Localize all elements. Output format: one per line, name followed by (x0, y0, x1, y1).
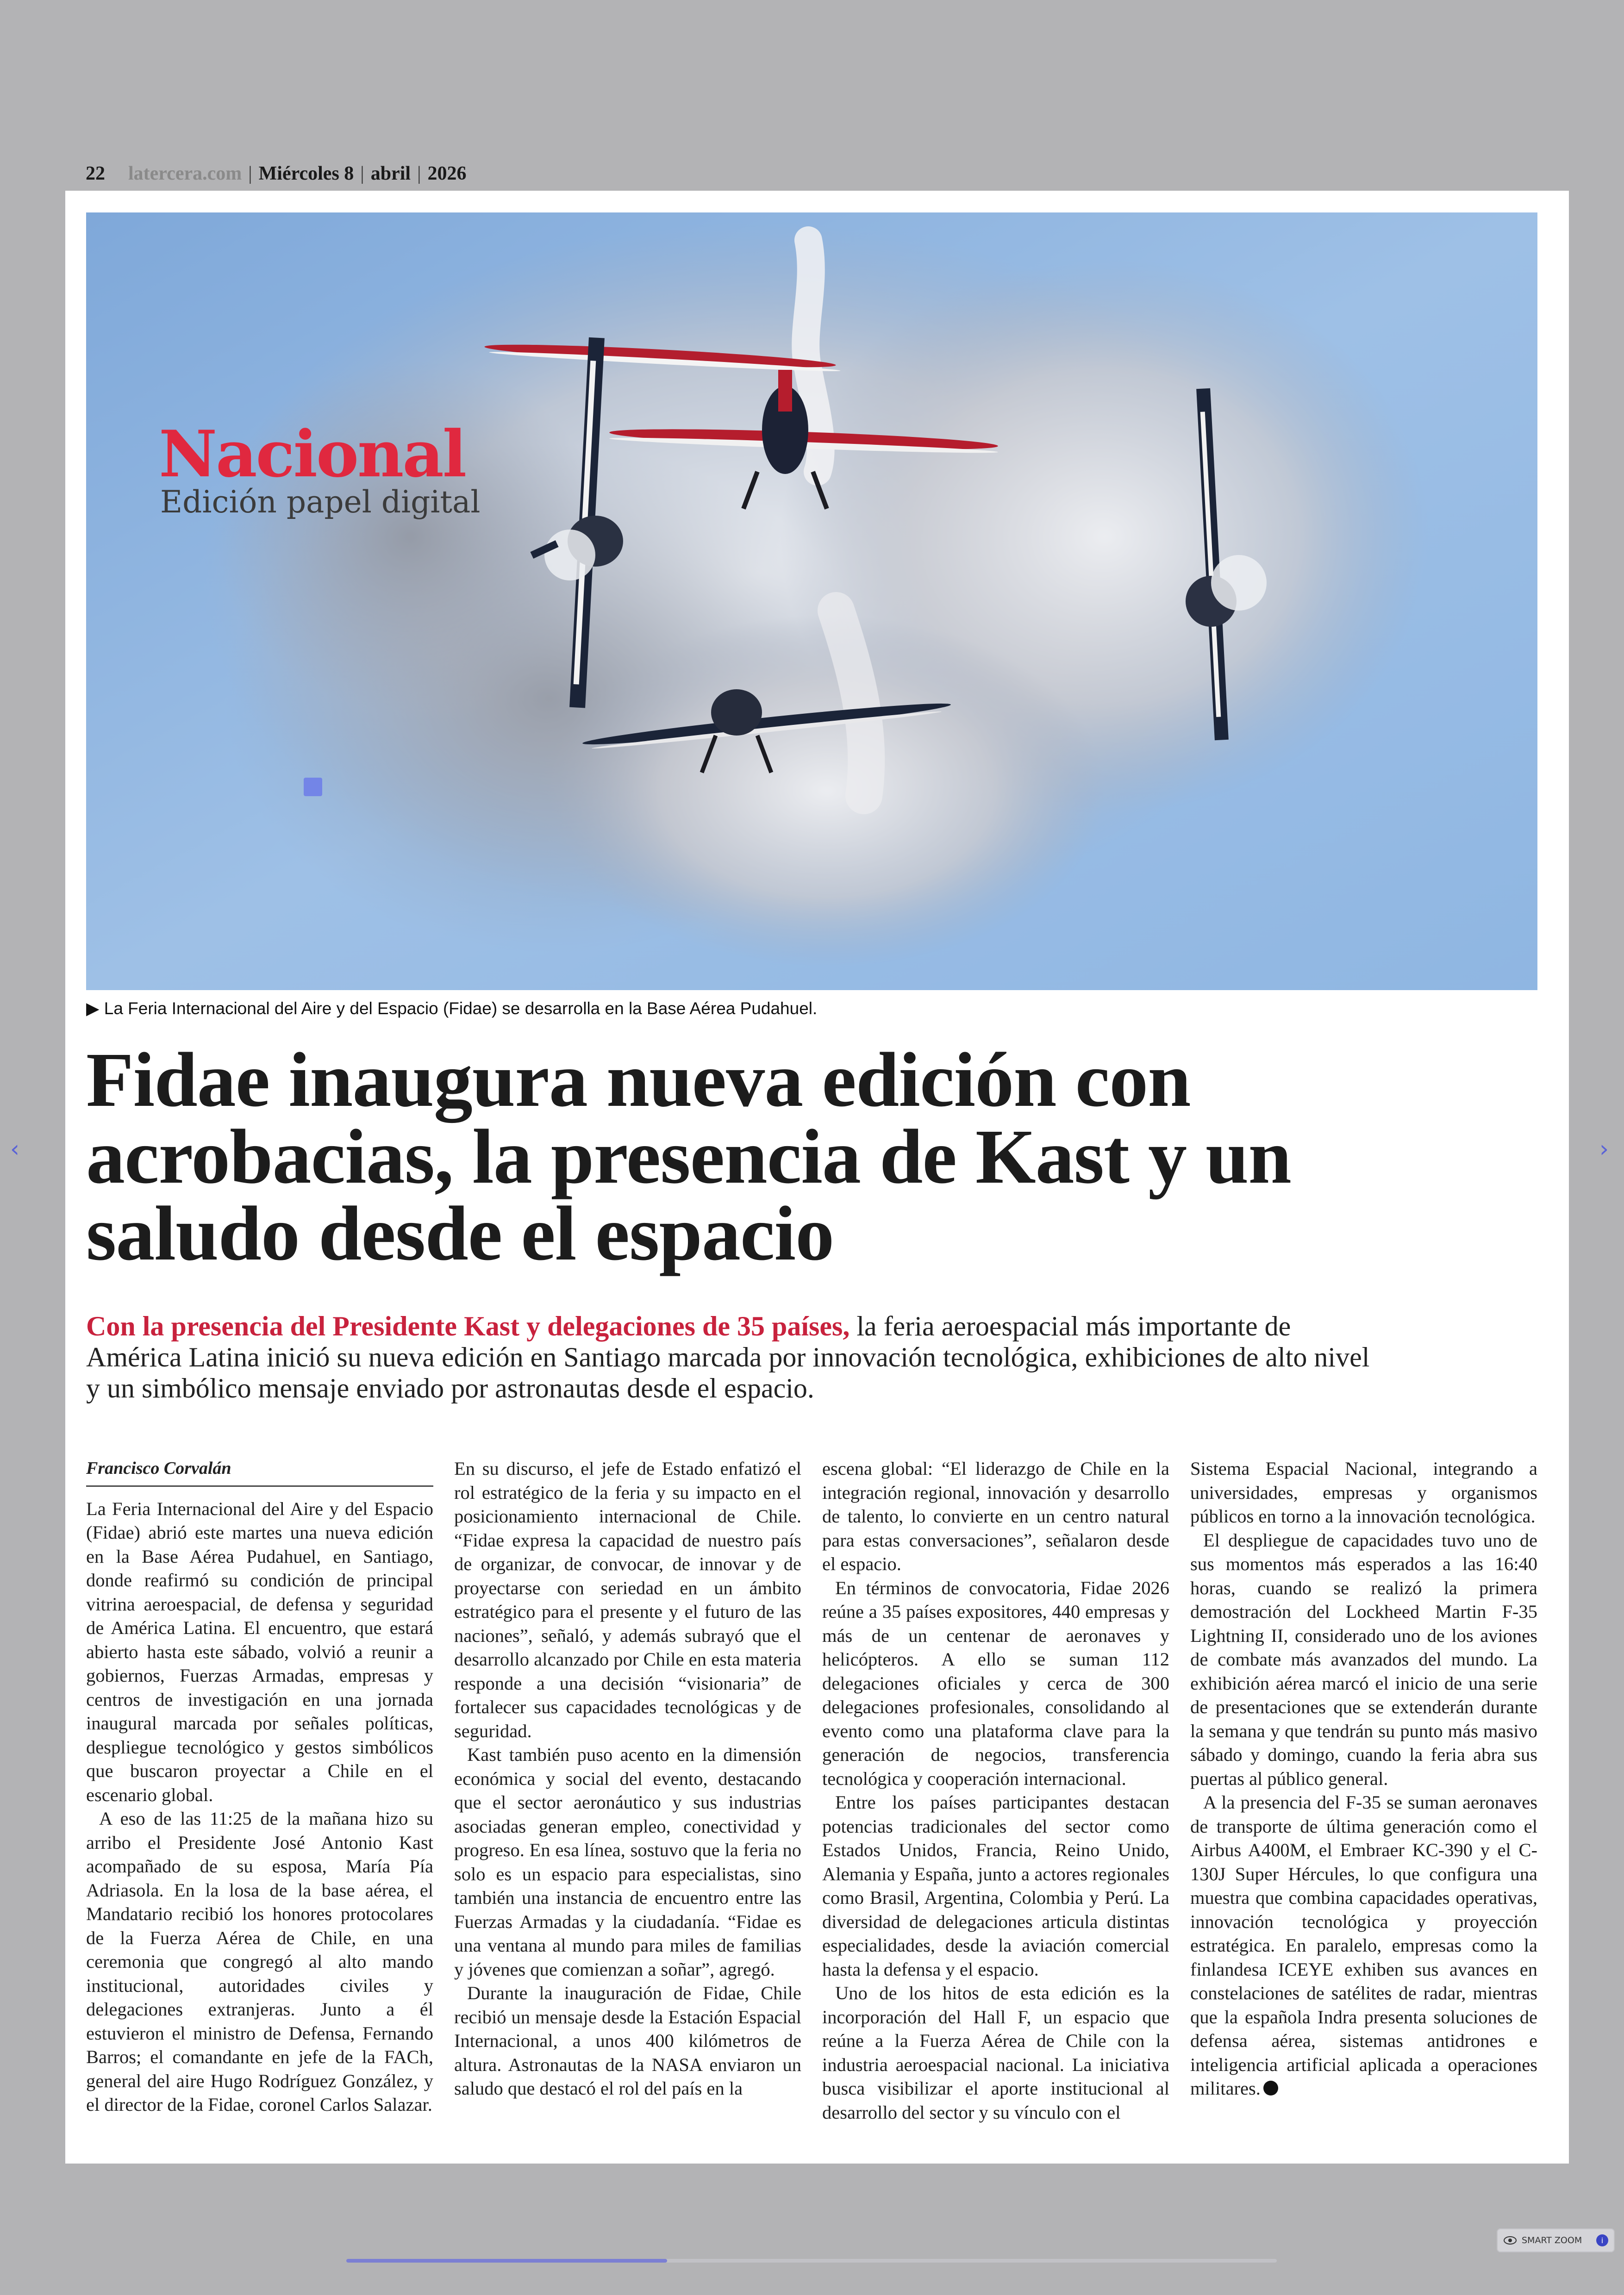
page-folio (86, 160, 466, 187)
end-mark-icon (1263, 2081, 1278, 2095)
eye-icon (1503, 2236, 1517, 2245)
body-column-3 (822, 1457, 1169, 2124)
date-year: 2026 (427, 163, 467, 184)
photo-caption (86, 998, 1537, 1018)
paragraph: En su discurso, el jefe de Estado enfatizó el rol estratégico de la feria y su impacto en el posicionamiento internacional de Chile. “Fidae expresa la capacidad de nuestro país de organizar, de convocar, de innovar y de proyectarse con seriedad en un ámbito estratégico para el presente y el futuro de las naciones”, señaló, y además subrayó que el desarrollo alcanzado por Chile en esta materia responde a una decisión “visionaria” de fortalecer sus capacidades tecnológicas y de seguridad. (454, 1458, 801, 1741)
paragraph: En términos de convocatoria, Fidae 2026 reúne a 35 países expositores, 440 empresas y más de un centenar de aeronaves y helicópteros. A ello se suman 112 delegaciones oficiales y cerca de 300 delegaciones profesionales, consolidando al evento como una plataforma clave para la generación de negocios, transferencia tecnológica y cooperación internacional. (822, 1577, 1169, 1789)
info-icon[interactable]: i (1596, 2234, 1608, 2246)
smart-zoom-label: SMART ZOOM (1522, 2235, 1582, 2245)
body-column-1 (86, 1457, 433, 2124)
paragraph (1190, 1790, 1537, 2101)
body-column-4 (1190, 1457, 1537, 2124)
paragraph: La Feria Internacional del Aire y del Espacio (Fidae) abrió este martes una nueva edición en la Base Aérea Pudahuel, en Santiago, donde reafirmó su condición de principal vitrina aeroespacial, de defensa y seguridad de América Latina. El encuentro, que estará abierto hasta este sábado, volvió a reunir a gobiernos, Fuerzas Armadas, empresas y centros de investigación en una jornada inaugural marcada por señales políticas, despliegue tecnológico y gestos simbólicos que buscaron proyectar a Chile en el escenario global. (86, 1498, 433, 1805)
paragraph-text: A la presencia del F-35 se suman aeronaves de transporte de última generación como el Airbus A400M, el Embraer KC-390 y el C-130J Super Hércules, lo que configura una muestra que combina capacidades operativas, innovación tecnológica y proyección estratégica. En paralelo, empresas como la finlandesa ICEYE exhiben sus avances en constelaciones de satélites de radar, mientras que la española Indra presenta soluciones de defensa aérea, sistemas antidrones e inteligencia artificial aplicada a operaciones militares. (1190, 1792, 1537, 2099)
paragraph: Kast también puso acento en la dimensión económica y social del evento, destacando que el sector aeronáutico y sus industrias asociadas generan empleo, conectividad y progreso. En esa línea, sostuvo que la feria no solo es un espacio para especialistas, sino también una instancia de encuentro entre las Fuerzas Armadas y la ciudadanía. “Fidae es una ventana al mundo para miles de familias y jóvenes que comienzan a soñar”, agregó. (454, 1744, 801, 1980)
page-progress-bar[interactable] (346, 2259, 1277, 2263)
paragraph: escena global: “El liderazgo de Chile en la integración regional, innovación y desarrollo de talento, lo convierte en un centro natural para estas conversaciones”, señalaron desde el espacio. (822, 1458, 1169, 1574)
progress-fill (346, 2259, 667, 2263)
aerobatic-planes-image (86, 212, 1537, 990)
next-page-button[interactable]: › (1599, 1135, 1609, 1162)
smart-zoom-button[interactable] (1497, 2228, 1615, 2252)
article-dek (86, 1311, 1382, 1404)
previous-page-button[interactable]: ‹ (10, 1135, 19, 1162)
article-headline: Fidae inaugura nueva edición con acrobacias, la presencia de Kast y un saludo desde el espacio (86, 1037, 1291, 1277)
section-sublabel: Edición papel digital (160, 484, 481, 520)
paragraph: Durante la inauguración de Fidae, Chile recibió un mensaje desde la Estación Espacial Internacional, a unos 400 kilómetros de altura. Astronautas de la NASA enviaron un saludo que destacó el rol del país en la (454, 1983, 801, 2099)
folio-separator: | (360, 163, 364, 184)
page-number: 22 (86, 163, 105, 184)
section-label: Nacional (159, 416, 466, 492)
body-column-2 (454, 1457, 801, 2124)
caption-arrow-icon: ▶ (86, 999, 100, 1018)
dek-text: la feria aeroespacial más importante de América Latina inició su nueva edición en Santiago marcada por innovación tecnológica, exhibiciones de alto nivel y un simbólico mensaje enviado por astronautas desde el espacio. (86, 1311, 1370, 1403)
caption-text: La Feria Internacional del Aire y del Espacio (Fidae) se desarrolla en la Base Aérea Pudahuel. (104, 999, 818, 1018)
article-body (86, 1457, 1537, 2124)
date-day: Miércoles 8 (258, 163, 354, 184)
site-name: latercera.com (128, 163, 242, 184)
paragraph: A eso de las 11:25 de la mañana hizo su arribo el Presidente José Antonio Kast acompañado de su esposa, María Pía Adriasola. En la losa de la base aérea, el Mandatario recibió los honores protocolares de la Fuerza Aérea de Chile, en una ceremonia que congregó al alto mando institucional, autoridades civiles y delegaciones extranjeras. Junto a él estuvieron el ministro de Defensa, Fernando Barros; el comandante en jefe de la FACh, general del aire Hugo Rodríguez González, y el director de la Fidae, coronel Carlos Salazar. (86, 1808, 433, 2115)
newspaper-page (65, 191, 1569, 2164)
dek-lead: Con la presencia del Presidente Kast y delegaciones de 35 países, (86, 1311, 850, 1341)
paragraph: Uno de los hitos de esta edición es la incorporación del Hall F, un espacio que reúne a la Fuerza Aérea de Chile con la industria aeroespacial nacional. La iniciativa busca visibilizar el aporte institucional al desarrollo del sector y su vínculo con el (822, 1983, 1169, 2123)
photo-zoom-icon[interactable] (304, 778, 322, 796)
paragraph: Sistema Espacial Nacional, integrando a universidades, empresas y organismos públicos en torno a la innovación tecnológica. (1190, 1458, 1537, 1527)
folio-separator: | (248, 163, 252, 184)
lead-photo (86, 212, 1537, 990)
folio-separator: | (417, 163, 421, 184)
paragraph: Entre los países participantes destacan potencias tradicionales del sector como Estados Unidos, Francia, Reino Unido, Alemania y España, junto a actores regionales como Brasil, Argentina, Colombia y Perú. La diversidad de delegaciones articula distintas especialidades, desde la aviación comercial hasta la defensa y el espacio. (822, 1792, 1169, 1980)
date-month: abril (370, 163, 411, 184)
byline: Francisco Corvalán (86, 1457, 433, 1487)
paragraph: El despliegue de capacidades tuvo uno de sus momentos más esperados a las 16:40 horas, cuando se realizó la primera demostración del Lockheed Martin F-35 Lightning II, considerado uno de los aviones de combate más avanzados del mundo. La exhibición aérea marcó el inicio de una serie de presentaciones que se extenderán durante la semana y que tendrán su punto más masivo sábado y domingo, cuando la feria abra sus puertas al público general. (1190, 1529, 1537, 1789)
